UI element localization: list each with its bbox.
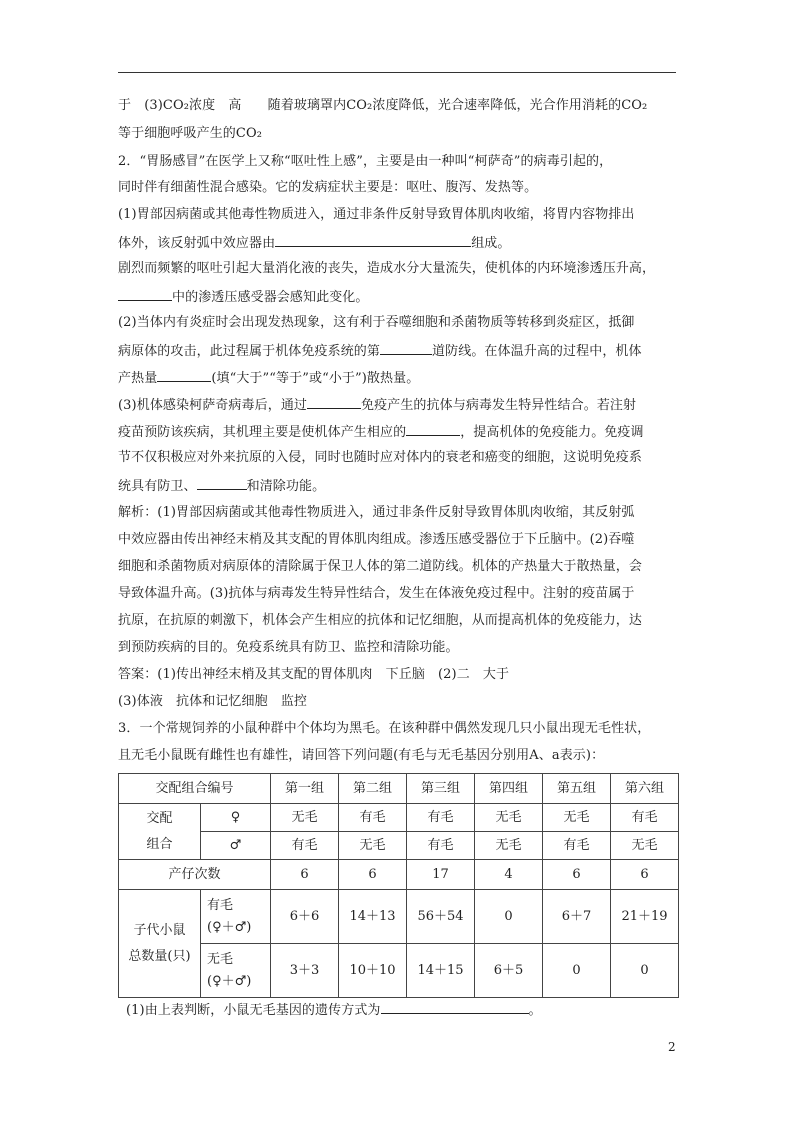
table-cell: 14＋13 xyxy=(339,890,407,944)
female-symbol: ♀ xyxy=(201,804,271,832)
hair-sub: (♀＋♂) xyxy=(207,919,252,935)
table-cell: 无毛 xyxy=(339,832,407,860)
answer-blank-effector[interactable] xyxy=(275,232,471,247)
question-2-part-2-line-3 xyxy=(118,367,419,389)
table-cell: 6 xyxy=(271,860,339,890)
offspring-label-1: 子代小鼠 xyxy=(133,922,186,938)
q2-text-b: 道防线。在体温升高的过程中，机体 xyxy=(432,344,642,359)
final-text-b: 。 xyxy=(528,1003,542,1018)
text-line-1: 于 (3)CO₂浓度 高 随着玻璃罩内CO₂浓度降低，光合速率降低，光合作用消耗的CO₂ xyxy=(118,98,648,113)
table-cell: 0 xyxy=(543,944,611,998)
question-2-part-3-line-3: 节不仅积极应对外来抗原的入侵，同时也随时应对体内的衰老和癌变的细胞，这说明免疫系 xyxy=(118,450,643,465)
question-2-part-3-line-1 xyxy=(118,394,636,416)
q2-text-c: 产热量 xyxy=(118,371,158,386)
nohair-sub: (♀＋♂) xyxy=(207,973,252,989)
table-cell: 3＋3 xyxy=(271,944,339,998)
hair-label: 有毛 xyxy=(207,897,234,913)
table-cell: 56＋54 xyxy=(407,890,475,944)
q1-text-c: 中的渗透压感受器会感知此变化。 xyxy=(172,290,369,305)
table-cell: 17 xyxy=(407,860,475,890)
table-cell: 无毛 xyxy=(271,804,339,832)
answer-blank-heat[interactable] xyxy=(157,367,211,382)
table-header-row xyxy=(119,774,679,804)
table-cell: 无毛 xyxy=(611,832,679,860)
analysis-line-6: 到预防疾病的目的。免疫系统具有防卫、监控和清除功能。 xyxy=(118,640,459,655)
header-rule xyxy=(118,72,676,73)
cross-label-cell xyxy=(119,804,201,860)
male-symbol: ♂ xyxy=(201,832,271,860)
q3-text-d: ，提高机体的免疫能力。免疫调 xyxy=(460,425,644,440)
table-cell: 无毛 xyxy=(475,804,543,832)
header-label-cell: 交配组合编号 xyxy=(119,774,271,804)
table-cell: 有毛 xyxy=(271,832,339,860)
group-header: 第四组 xyxy=(475,774,543,804)
q3-text-a: (3)机体感染柯萨奇病毒后，通过 xyxy=(118,398,308,413)
table-row-nohair xyxy=(119,944,679,998)
offspring-label-cell xyxy=(119,890,201,998)
table-row-hair xyxy=(119,890,679,944)
nohair-label-cell xyxy=(201,944,271,998)
question-2-line-1: 2．“胃肠感冒”在医学上又称“呕吐性上感”，主要是由一种叫“柯萨奇”的病毒引起的， xyxy=(118,154,613,169)
question-2-part-1-line-3: 剧烈而频繁的呕吐引起大量消化液的丧失，造成水分大量流失，使机体的内环境渗透压升高， xyxy=(118,261,656,276)
group-header: 第六组 xyxy=(611,774,679,804)
q3-text-b: 免疫产生的抗体与病毒发生特异性结合。若注射 xyxy=(361,398,637,413)
question-3-part-1 xyxy=(126,999,542,1021)
nohair-label: 无毛 xyxy=(207,951,234,967)
question-2-part-3-line-2 xyxy=(118,421,644,443)
analysis-line-3: 细胞和杀菌物质对病原体的清除属于保卫人体的第二道防线。机体的产热量大于散热量，会 xyxy=(118,559,643,574)
q2-text-a: 病原体的攻击，此过程属于机体免疫系统的第 xyxy=(118,344,381,359)
table-cell: 有毛 xyxy=(407,832,475,860)
table-row-female xyxy=(119,804,679,832)
mating-table xyxy=(118,773,679,998)
table-cell: 有毛 xyxy=(611,804,679,832)
table-cell: 21＋19 xyxy=(611,890,679,944)
answer-blank-immunity-type[interactable] xyxy=(307,394,361,409)
hair-label-cell xyxy=(201,890,271,944)
question-2-part-2-line-1: (2)当体内有炎症时会出现发热现象，这有利于吞噬细胞和杀菌物质等转移到炎症区，抵御 xyxy=(118,315,635,330)
q1-text-b: 组成。 xyxy=(471,236,511,251)
table-cell: 无毛 xyxy=(475,832,543,860)
page-number: 2 xyxy=(668,1040,676,1054)
question-2-part-1-line-2 xyxy=(118,232,511,254)
question-2-part-2-line-2 xyxy=(118,340,642,362)
group-header: 第五组 xyxy=(543,774,611,804)
table-cell: 无毛 xyxy=(543,804,611,832)
table-cell: 6 xyxy=(543,860,611,890)
q3-text-c: 疫苗预防该疾病，其机理主要是使机体产生相应的 xyxy=(118,425,407,440)
question-3-line-2: 且无毛小鼠既有雌性也有雄性，请回答下列问题(有毛与无毛基因分别用A、a表示)： xyxy=(118,748,605,763)
table-cell: 有毛 xyxy=(339,804,407,832)
table-cell: 6 xyxy=(339,860,407,890)
group-header: 第三组 xyxy=(407,774,475,804)
answer-line-1: 答案：(1)传出神经末梢及其支配的胃体肌肉 下丘脑 (2)二 大于 xyxy=(118,667,510,682)
group-header: 第二组 xyxy=(339,774,407,804)
question-3-line-1: 3．一个常规饲养的小鼠种群中个体均为黑毛。在该种群中偶然发现几只小鼠出现无毛性状， xyxy=(118,721,651,736)
answer-blank-defense-line[interactable] xyxy=(380,340,432,355)
analysis-line-1: 解析：(1)胃部因病菌或其他毒性物质进入，通过非条件反射导致胃体肌肉收缩，其反射弧 xyxy=(118,505,635,520)
table-cell: 6＋7 xyxy=(543,890,611,944)
answer-blank-inheritance[interactable] xyxy=(381,999,529,1014)
analysis-line-5: 抗原，在抗原的刺激下，机体会产生相应的抗体和记忆细胞，从而提高机体的免疫能力，达 xyxy=(118,613,643,628)
analysis-line-4: 导致体温升高。(3)抗体与病毒发生特异性结合，发生在体液免疫过程中。注射的疫苗属于 xyxy=(118,586,635,601)
table-cell: 6 xyxy=(611,860,679,890)
final-text-a: (1)由上表判断，小鼠无毛基因的遗传方式为 xyxy=(126,1003,381,1018)
q3-text-f: 和清除功能。 xyxy=(246,479,326,494)
answer-line-2: (3)体液 抗体和记忆细胞 监控 xyxy=(118,694,308,709)
cross-label-1: 交配 xyxy=(146,810,173,826)
table-cell: 6＋5 xyxy=(475,944,543,998)
table-cell: 10＋10 xyxy=(339,944,407,998)
q2-text-d: (填“大于”“等于”或“小于”)散热量。 xyxy=(211,371,420,386)
table-cell: 4 xyxy=(475,860,543,890)
question-2-part-1-line-1: (1)胃部因病菌或其他毒性物质进入，通过非条件反射导致胃体肌肉收缩，将胃内容物排出 xyxy=(118,207,635,222)
offspring-label-2: 总数量(只) xyxy=(128,948,191,964)
table-cell: 14＋15 xyxy=(407,944,475,998)
q1-text-a: 体外，该反射弧中效应器由 xyxy=(118,236,276,251)
table-cell: 有毛 xyxy=(407,804,475,832)
litter-label-cell: 产仔次数 xyxy=(119,860,271,890)
question-2-part-3-line-4 xyxy=(118,475,325,497)
table-cell: 6＋6 xyxy=(271,890,339,944)
analysis-line-2: 中效应器由传出神经末梢及其支配的胃体肌肉组成。渗透压感受器位于下丘脑中。(2)吞噬 xyxy=(118,532,635,547)
table-row-male xyxy=(119,832,679,860)
answer-blank-receptor[interactable] xyxy=(118,286,172,301)
question-2-part-1-line-4 xyxy=(118,286,369,308)
table-cell: 0 xyxy=(475,890,543,944)
table-row-litters xyxy=(119,860,679,890)
table-cell: 0 xyxy=(611,944,679,998)
answer-blank-antibody[interactable] xyxy=(406,421,460,436)
question-2-line-2: 同时伴有细菌性混合感染。它的发病症状主要是：呕吐、腹泻、发热等。 xyxy=(118,180,538,195)
group-header: 第一组 xyxy=(271,774,339,804)
table-cell: 有毛 xyxy=(543,832,611,860)
q3-text-e: 统具有防卫、 xyxy=(118,479,197,494)
cross-label-2: 组合 xyxy=(146,836,173,852)
answer-blank-function[interactable] xyxy=(197,475,247,490)
text-line-2: 等于细胞呼吸产生的CO₂ xyxy=(118,126,263,141)
